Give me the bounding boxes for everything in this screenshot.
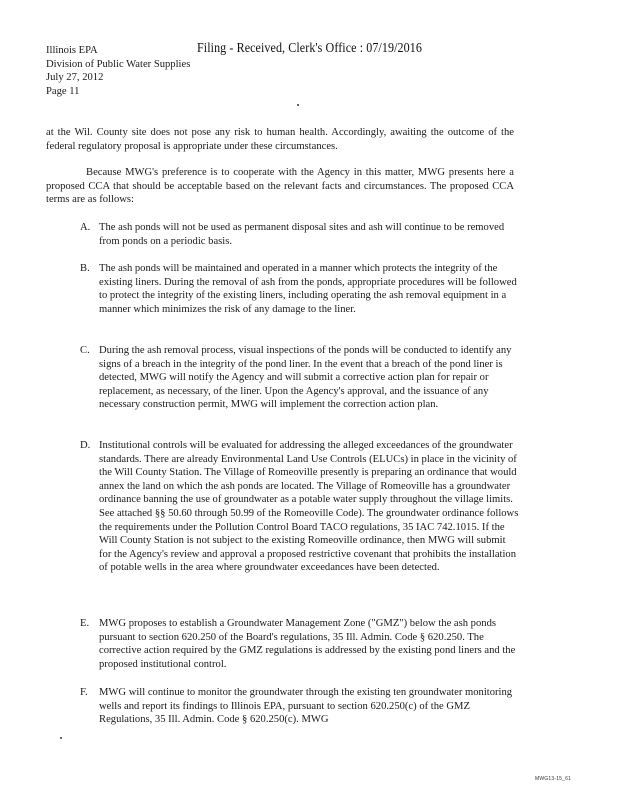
cca-term-text: Institutional controls will be evaluated for addressing the alleged exceedances of the groundwater standards. There are already Environmental Land Use Controls (ELUCs) in place in the vicinity of the Will County Station. The Village of Romeoville presently is preparing an ordinance that would annex the land on which the ash ponds are located. The Village of Romeoville has a groundwater ordinance banning the use of groundwater as a potable water supply throughout the village limits. See attached §§ 50.60 through 50.99 of the Romeoville Code). The groundwater ordinance follows the requirements under the Pollution Control Board TACO regulations, 35 IAC 742.1015. If the Will County Station is not subject to the existing Romeoville ordinance, then MWG will submit for the Agency's review and approval a proposed restrictive covenant that prohibits the installation of potable wells in the area where groundwater exceedances have been detected. (99, 440, 519, 574)
cca-term-marker: C. (80, 345, 90, 356)
cca-term-c (80, 344, 520, 412)
cca-term-text: During the ash removal process, visual inspections of the ponds will be conducted to identify any signs of a breach in the integrity of the pond liner. In the event that a breach of the pond liner is detected, MWG will notify the Agency and will submit a corrective action plan for repair or replacement, as necessary, of the liner. Upon the Agency's approval, and the issuance of any necessary construction permit, MWG will implement the correction action plan. (99, 345, 512, 411)
paragraph-proposal-intro: Because MWG's preference is to cooperate with the Agency in this matter, MWG presents here a proposed CCA that should be acceptable based on the relevant facts and circumstances. The proposed CCA terms are as follows: (46, 167, 514, 206)
cca-term-marker: D. (80, 440, 91, 451)
cca-term-marker: B. (80, 263, 90, 274)
bates-number: MWG13-15_61 (535, 776, 572, 782)
letterhead-page-number: Page 11 (46, 85, 80, 97)
cca-term-text: MWG will continue to monitor the groundwater through the existing ten groundwater monitoring wells and report its findings to Illinois EPA, pursuant to section 620.250(c) of the GMZ Regulations, 35 Ill. Admin. Code § 620.250(c). MWG (99, 687, 513, 726)
filing-stamp: Filing - Received, Clerk's Office : 07/19/2016 (197, 41, 422, 56)
cca-term-f (80, 686, 520, 727)
cca-term-e (80, 617, 520, 671)
cca-term-text: MWG proposes to establish a Groundwater Management Zone ("GMZ") below the ash ponds pursuant to section 620.250 of the Board's regulations, 35 Ill. Admin. Code § 620.250. The corrective action required by the GMZ regulations is addressed by the existing pond liners and the proposed institutional control. (99, 618, 516, 670)
scan-speck (297, 104, 299, 106)
letterhead-date: July 27, 2012 (46, 72, 104, 83)
cca-term-text: The ash ponds will be maintained and operated in a manner which protects the integrity of the existing liners. During the removal of ash from the ponds, appropriate procedures will be followed to protect the integrity of the existing liners, including operating the ash removal equipment in a manner which minimizes the risk of any damage to the liner. (99, 263, 517, 315)
cca-term-b (80, 262, 520, 316)
paragraph-continuation: at the Wil. County site does not pose any risk to human health. Accordingly, awaiting the outcome of the federal regulatory proposal is appropriate under these circumstances. (46, 127, 514, 152)
cca-term-text: The ash ponds will not be used as permanent disposal sites and ash will continue to be removed from ponds on a periodic basis. (99, 222, 505, 247)
cca-term-d (80, 439, 520, 575)
cca-term-marker: F. (80, 687, 88, 698)
cca-term-marker: E. (80, 618, 90, 629)
letterhead-agency: Illinois EPA (46, 45, 98, 56)
cca-term-marker: A. (80, 222, 91, 233)
letterhead (46, 44, 190, 98)
cca-term-a (80, 221, 520, 248)
scan-speck (60, 737, 62, 739)
letterhead-division: Division of Public Water Supplies (46, 58, 191, 70)
